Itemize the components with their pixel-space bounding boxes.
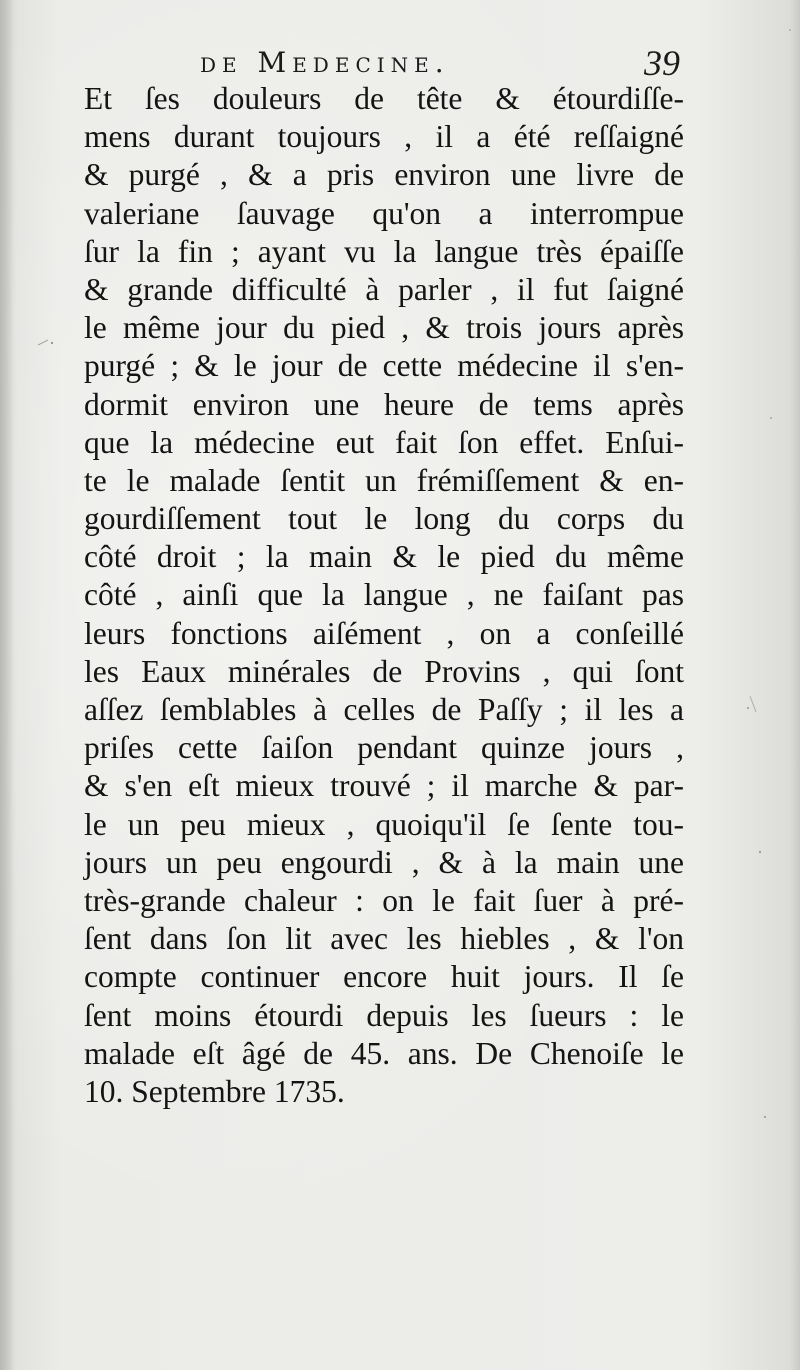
text-line: malade eſt âgé de 45. ans. De Chenoiſe le xyxy=(84,1035,684,1071)
text-line: côté , ainſi que la langue , ne faiſant pas xyxy=(84,577,684,613)
text-line: les Eaux minérales de Provins , qui ſont xyxy=(84,653,684,689)
text-line: aſſez ſemblables à celles de Paſſy ; il les a xyxy=(84,692,684,727)
text-line: ſent moins étourdi depuis les ſueurs : le xyxy=(84,997,684,1033)
running-title: de Medecine. xyxy=(200,46,450,79)
text-line: & purgé , & a pris environ une livre de xyxy=(84,157,684,193)
text-line: priſes cette ſaiſon pendant quinze jours , xyxy=(84,730,684,766)
text-line: Et ſes douleurs de tête & étourdiſſe- xyxy=(84,81,684,116)
text-line: purgé ; & le jour de cette médecine il s'en- xyxy=(84,348,684,384)
text-line: & grande difficulté à parler , il fut ſaigné xyxy=(84,271,684,307)
text-line: gourdiſſement tout le long du corps du xyxy=(84,501,684,537)
text-line: leurs fonctions aiſément , on a conſeillé xyxy=(84,615,684,651)
text-line: & s'en eſt mieux trouvé ; il marche & par- xyxy=(84,768,684,804)
text-line: jours un peu engourdi , & à la main une xyxy=(84,844,684,880)
text-line: très-grande chaleur : on le fait ſuer à pré- xyxy=(84,882,684,918)
text-line: ſur la fin ; ayant vu la langue très épaiſſe xyxy=(84,233,684,269)
text-line: ſent dans ſon lit avec les hiebles , & l'on xyxy=(84,921,684,957)
text-line-final: 10. Septembre 1735. xyxy=(84,1073,345,1109)
text-line: valeriane ſauvage qu'on a interrompue xyxy=(84,195,684,231)
page-gutter-shadow xyxy=(0,0,14,1370)
text-line: te le malade ſentit un frémiſſement & en- xyxy=(84,462,684,498)
text-line: compte continuer encore huit jours. Il ſe xyxy=(84,959,684,995)
text-line: le même jour du pied , & trois jours après xyxy=(84,310,684,346)
text-line: que la médecine eut fait ſon effet. Enſui- xyxy=(84,424,684,460)
text-line: dormit environ une heure de tems après xyxy=(84,386,684,422)
page-number: 39 xyxy=(644,43,680,83)
text-line: côté droit ; la main & le pied du même xyxy=(84,539,684,575)
body-text xyxy=(84,80,684,1111)
text-line: mens durant toujours , il a été reſſaigné xyxy=(84,119,684,155)
text-line: le un peu mieux , quoiqu'il ſe ſente tou- xyxy=(84,806,684,842)
